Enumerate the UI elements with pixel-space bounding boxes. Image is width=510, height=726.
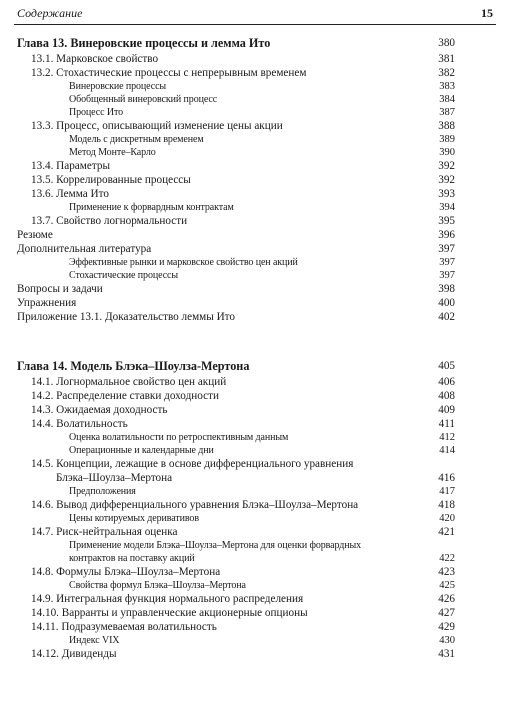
toc-entry-label: 13.4. Параметры	[31, 160, 110, 172]
toc-entry-page-number: 417	[439, 486, 455, 497]
toc-entry-page-number: 389	[439, 134, 455, 145]
toc-entry[interactable]	[0, 173, 510, 187]
toc-entry-page-number: 409	[438, 404, 455, 416]
toc-entry-page-number: 397	[438, 243, 455, 255]
toc-entry-label: Метод Монте–Карло	[69, 147, 156, 158]
toc-entry-label: Резюме	[17, 229, 53, 241]
toc-entry[interactable]	[0, 403, 510, 417]
toc-entry-label: Стохастические процессы	[69, 270, 178, 281]
toc-entry[interactable]	[0, 539, 510, 552]
toc-entry[interactable]	[0, 282, 510, 296]
toc-entry[interactable]	[0, 66, 510, 80]
toc-entry-label: 14.3. Ожидаемая доходность	[31, 404, 168, 416]
chapter-title-label: Глава 13. Винеровские процессы и лемма Ито	[17, 36, 271, 50]
toc-entry[interactable]	[0, 159, 510, 173]
toc-entry[interactable]	[0, 552, 510, 565]
toc-entry-label: Цены котируемых деривативов	[69, 513, 199, 524]
toc-entry[interactable]	[0, 269, 510, 282]
toc-entry-page-number: 382	[438, 67, 455, 79]
toc-entry-page-number: 392	[438, 160, 455, 172]
toc-entry-page-number: 394	[439, 202, 455, 213]
toc-entry-page-number: 414	[439, 445, 455, 456]
toc-entry[interactable]	[0, 119, 510, 133]
toc-entry[interactable]	[0, 242, 510, 256]
toc-entry-page-number: 422	[439, 553, 455, 564]
toc-entry-page-number: 393	[438, 188, 455, 200]
toc-entry-label: Операционные и календарные дни	[69, 445, 214, 456]
toc-entry[interactable]	[0, 579, 510, 592]
toc-entry-label: 13.3. Процесс, описывающий изменение цены акции	[31, 120, 283, 132]
toc-entry[interactable]	[0, 634, 510, 647]
toc-entry[interactable]	[0, 296, 510, 310]
toc-entry-label: 14.7. Риск-нейтральная оценка	[31, 526, 178, 538]
toc-entry-page-number: 412	[439, 432, 455, 443]
toc-entry-label: Модель с дискретным временем	[69, 134, 204, 145]
toc-entry-page-number: 390	[439, 147, 455, 158]
toc-entry-label: Индекс VIX	[69, 635, 120, 646]
toc-entry[interactable]	[0, 647, 510, 661]
toc-entry-page-number: 423	[438, 566, 455, 578]
toc-entry[interactable]	[0, 106, 510, 119]
toc-entry-page-number: 426	[438, 593, 455, 605]
toc-entry-label: 14.8. Формулы Блэка–Шоулза–Мертона	[31, 566, 221, 578]
toc-entry-page-number: 421	[438, 526, 455, 538]
chapter-title-label: Глава 14. Модель Блэка–Шоулза-Мертона	[17, 359, 250, 373]
running-header	[17, 6, 493, 22]
toc-entry-page-number: 408	[438, 390, 455, 402]
toc-entry-page-number: 396	[438, 229, 455, 241]
chapter-title[interactable]	[0, 34, 510, 52]
toc-entry-label: 14.1. Логнормальное свойство цен акций	[31, 376, 227, 388]
toc-entry-label: контрактов на поставку акций	[69, 553, 195, 564]
toc-entry[interactable]	[0, 201, 510, 214]
toc-entry-label: 14.9. Интегральная функция нормального распределения	[31, 593, 304, 605]
toc-entry[interactable]	[0, 187, 510, 201]
toc-entry[interactable]	[0, 375, 510, 389]
toc-entry-page-number: 431	[438, 648, 455, 660]
toc-entry-label: Оценка волатильности по ретроспективным данным	[69, 432, 289, 443]
toc-entry-label: 14.6. Вывод дифференциального уравнения Блэка–Шоулза–Мертона	[31, 499, 359, 511]
toc-entry-page-number: 398	[438, 283, 455, 295]
toc-entry-page-number: 383	[439, 81, 455, 92]
toc-entry-page-number: 416	[438, 472, 455, 484]
toc-entry[interactable]	[0, 592, 510, 606]
toc-entry-page-number: 384	[439, 94, 455, 105]
toc-entry-label: 14.11. Подразумеваемая волатильность	[31, 621, 217, 633]
toc-entry-page-number: 397	[439, 270, 455, 281]
toc-entry[interactable]	[0, 93, 510, 106]
header-rule	[14, 24, 496, 25]
toc-entry-page-number: 411	[438, 418, 455, 430]
toc-entry[interactable]	[0, 606, 510, 620]
toc-entry[interactable]	[0, 431, 510, 444]
toc-entry-label: Дополнительная литература	[17, 243, 152, 255]
toc-entry[interactable]	[0, 146, 510, 159]
toc-entry[interactable]	[0, 133, 510, 146]
chapter-14-section	[0, 357, 510, 661]
toc-entry-label: Предположения	[69, 486, 136, 497]
toc-entry[interactable]	[0, 256, 510, 269]
toc-entry[interactable]	[0, 52, 510, 66]
toc-entry[interactable]	[0, 512, 510, 525]
toc-entry-page-number: 395	[438, 215, 455, 227]
toc-entry-label: Блэка–Шоулза–Мертона	[56, 472, 173, 484]
toc-entry-page-number: 392	[438, 174, 455, 186]
toc-entry-page-number: 420	[439, 513, 455, 524]
toc-entry-label: Винеровские процессы	[69, 81, 167, 92]
toc-entry[interactable]	[0, 417, 510, 431]
toc-entry[interactable]	[0, 620, 510, 634]
toc-entry[interactable]	[0, 485, 510, 498]
toc-entry-page-number: 427	[438, 607, 455, 619]
toc-entry-page-number: 430	[439, 635, 455, 646]
running-title: Содержание	[17, 6, 83, 20]
toc-entry-label: Обобщенный винеровский процесс	[69, 94, 218, 105]
toc-entry[interactable]	[0, 228, 510, 242]
page-number: 15	[481, 6, 493, 20]
toc-entry-label: 14.2. Распределение ставки доходности	[31, 390, 219, 402]
toc-entry-page-number: 418	[438, 499, 455, 511]
toc-entry-label: Вопросы и задачи	[17, 283, 103, 295]
chapter-title[interactable]	[0, 357, 510, 375]
toc-entry-page-number: 425	[439, 580, 455, 591]
toc-entry-label: 13.5. Коррелированные процессы	[31, 174, 191, 186]
toc-entry-page-number: 429	[438, 621, 455, 633]
toc-entry-label: 13.1. Марковское свойство	[31, 53, 159, 65]
toc-entry[interactable]	[0, 471, 510, 485]
toc-entry[interactable]	[0, 565, 510, 579]
toc-entry-label: 14.10. Варранты и управленческие акционерные опционы	[31, 607, 308, 619]
toc-entry[interactable]	[0, 80, 510, 93]
toc-entry-label: 14.12. Дивиденды	[31, 648, 117, 660]
toc-entry-page-number: 400	[438, 297, 455, 309]
toc-entry-label: Процесс Ито	[69, 107, 123, 118]
toc-entry-label: Применение к форвардным контрактам	[69, 202, 234, 213]
toc-entry-label: 14.5. Концепции, лежащие в основе дифференциального уравнения	[31, 458, 354, 470]
chapter-13-section	[0, 34, 510, 324]
toc-entry-label: Свойства формул Блэка–Шоулза–Мертона	[69, 580, 246, 591]
toc-entry-label: Упражнения	[17, 297, 77, 309]
toc-entry[interactable]	[0, 498, 510, 512]
toc-entry-page-number: 406	[438, 376, 455, 388]
chapter-page-number: 380	[438, 37, 455, 49]
toc-entry-page-number: 402	[438, 311, 455, 323]
toc-entry[interactable]	[0, 525, 510, 539]
chapter-entries	[0, 52, 510, 324]
toc-entry-label: 14.4. Волатильность	[31, 418, 128, 430]
toc-entry-label: Эффективные рынки и марковское свойство цен акций	[69, 257, 298, 268]
toc-entry-label: Применение модели Блэка–Шоулза–Мертона для оценки форвардных	[69, 540, 362, 551]
chapter-page-number: 405	[438, 360, 455, 372]
toc-entry[interactable]	[0, 457, 510, 471]
toc-entry-label: 13.7. Свойство логнормальности	[31, 215, 188, 227]
chapter-entries	[0, 375, 510, 661]
toc-entry-page-number: 388	[438, 120, 455, 132]
toc-entry-page-number: 387	[439, 107, 455, 118]
toc-entry-label: 13.2. Стохастические процессы с непрерывным временем	[31, 67, 307, 79]
toc-entry-label: Приложение 13.1. Доказательство леммы Ито	[17, 311, 235, 323]
toc-entry[interactable]	[0, 214, 510, 228]
toc-entry[interactable]	[0, 389, 510, 403]
toc-entry-label: 13.6. Лемма Ито	[31, 188, 109, 200]
toc-entry-page-number: 381	[438, 53, 455, 65]
toc-entry-page-number: 397	[439, 257, 455, 268]
toc-entry[interactable]	[0, 310, 510, 324]
toc-entry[interactable]	[0, 444, 510, 457]
